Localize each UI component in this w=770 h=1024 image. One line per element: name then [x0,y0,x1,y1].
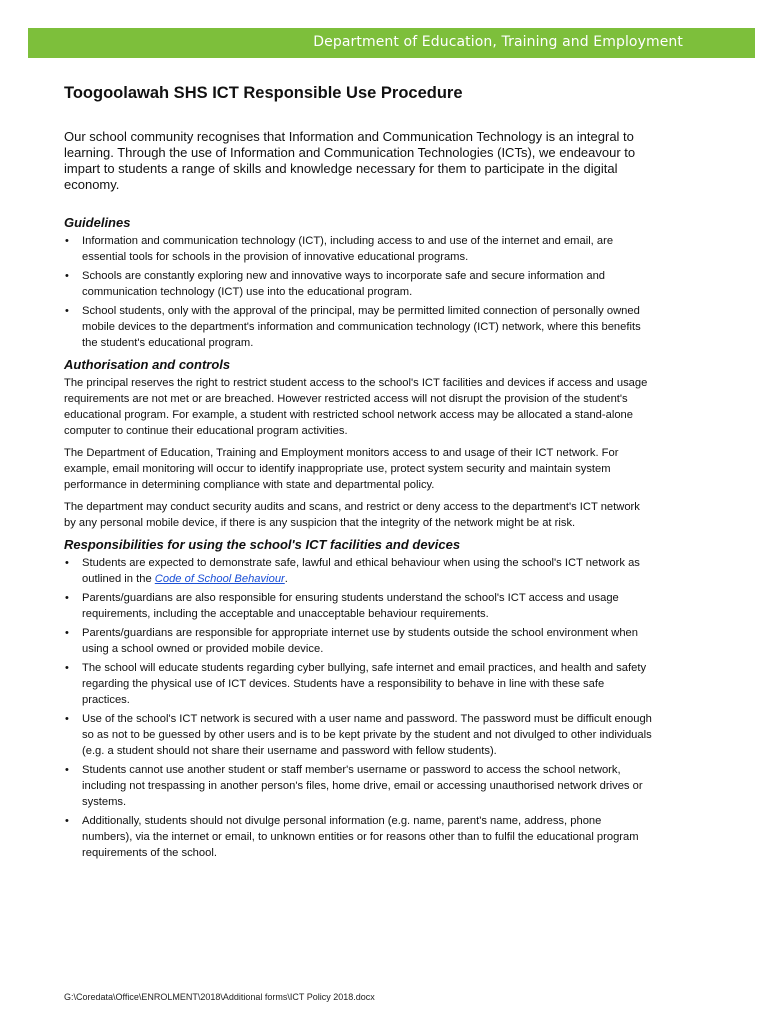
authorisation-paragraph: The principal reserves the right to restrict student access to the school's ICT facilities and devices if access and usage requirements are not met or are breached. However restricted access will not disrupt the provision of the student's educational program. For example, a student with restricted school network access may be allocated a stand-alone computer to continue their educational program activities. [64,377,648,437]
list-item: • The school will educate students regarding cyber bullying, safe internet and email practices, and health and safety regarding the physical use of ICT devices. Students have a responsibility to behave in line with these safe practices. [64,660,654,708]
file-path-footer: G:\Coredata\Office\ENROLMENT\2018\Additional forms\ICT Policy 2018.docx [64,992,375,1002]
authorisation-paragraph: The department may conduct security audits and scans, and restrict or deny access to the department's ICT network by any personal mobile device, if there is any suspicion that the integrity of the network might be at risk. [64,501,640,529]
list-item: • Students cannot use another student or staff member's username or password to access the school network, including not trespassing in another person's files, home drive, email or accessing unauthorised network drives or systems. [64,762,654,810]
guidelines-list [64,233,654,351]
page-title: Toogoolawah SHS ICT Responsible Use Procedure [64,84,463,102]
list-item: • Additionally, students should not divulge personal information (e.g. name, parent's name, address, phone numbers), via the internet or email, to unknown entities or for reasons other than to fulfil the educational program requirements of the school. [64,813,654,861]
list-item: • Parents/guardians are responsible for appropriate internet use by students outside the school environment when using a school owned or provided mobile device. [64,625,654,657]
list-item: • Information and communication technology (ICT), including access to and use of the internet and email, are essential tools for schools in the provision of innovative educational programs. [64,233,654,265]
document-body [64,84,654,867]
responsibilities-heading: Responsibilities for using the school's ICT facilities and devices [64,537,461,552]
responsibilities-list [64,555,654,861]
list-item: • School students, only with the approval of the principal, may be permitted limited connection of personally owned mobile devices to the department's information and communication technology (ICT) network, where this benefits the student's educational program. [64,303,654,351]
code-of-school-behaviour-link[interactable]: Code of School Behaviour [154,573,285,585]
authorisation-heading: Authorisation and controls [64,357,231,372]
list-item-end: . [284,573,288,585]
guidelines-heading: Guidelines [64,215,131,230]
authorisation-paragraph: The Department of Education, Training and Employment monitors access to and usage of their ICT network. For example, email monitoring will occur to identify inappropriate use, protect system security and maintain system performance in determining compliance with state and departmental policy. [64,447,619,491]
intro-paragraph: Our school community recognises that Information and Communication Technology is an integral to learning. Through the use of Information and Communication Technologies (ICTs), we endeavour to impart to students a range of skills and knowledge necessary for them to participate in the digital economy. [64,129,636,192]
department-name: Department of Education, Training and Employment [313,34,683,50]
list-item-text: Students are expected to demonstrate safe, lawful and ethical behaviour when using the school's ICT network as outlined in the [82,557,640,585]
list-item [64,555,654,587]
list-item: • Schools are constantly exploring new and innovative ways to incorporate safe and secure information and communication technology (ICT) use into the educational program. [64,268,654,300]
department-banner [28,28,755,58]
list-item: • Use of the school's ICT network is secured with a user name and password. The password must be difficult enough so as not to be guessed by other users and is to be kept private by the student and not divulged to other individuals (e.g. a student should not share their username and password with fellow students). [64,711,654,759]
list-item: • Parents/guardians are also responsible for ensuring students understand the school's ICT access and usage requirements, including the acceptable and unacceptable behaviour requirements. [64,590,654,622]
